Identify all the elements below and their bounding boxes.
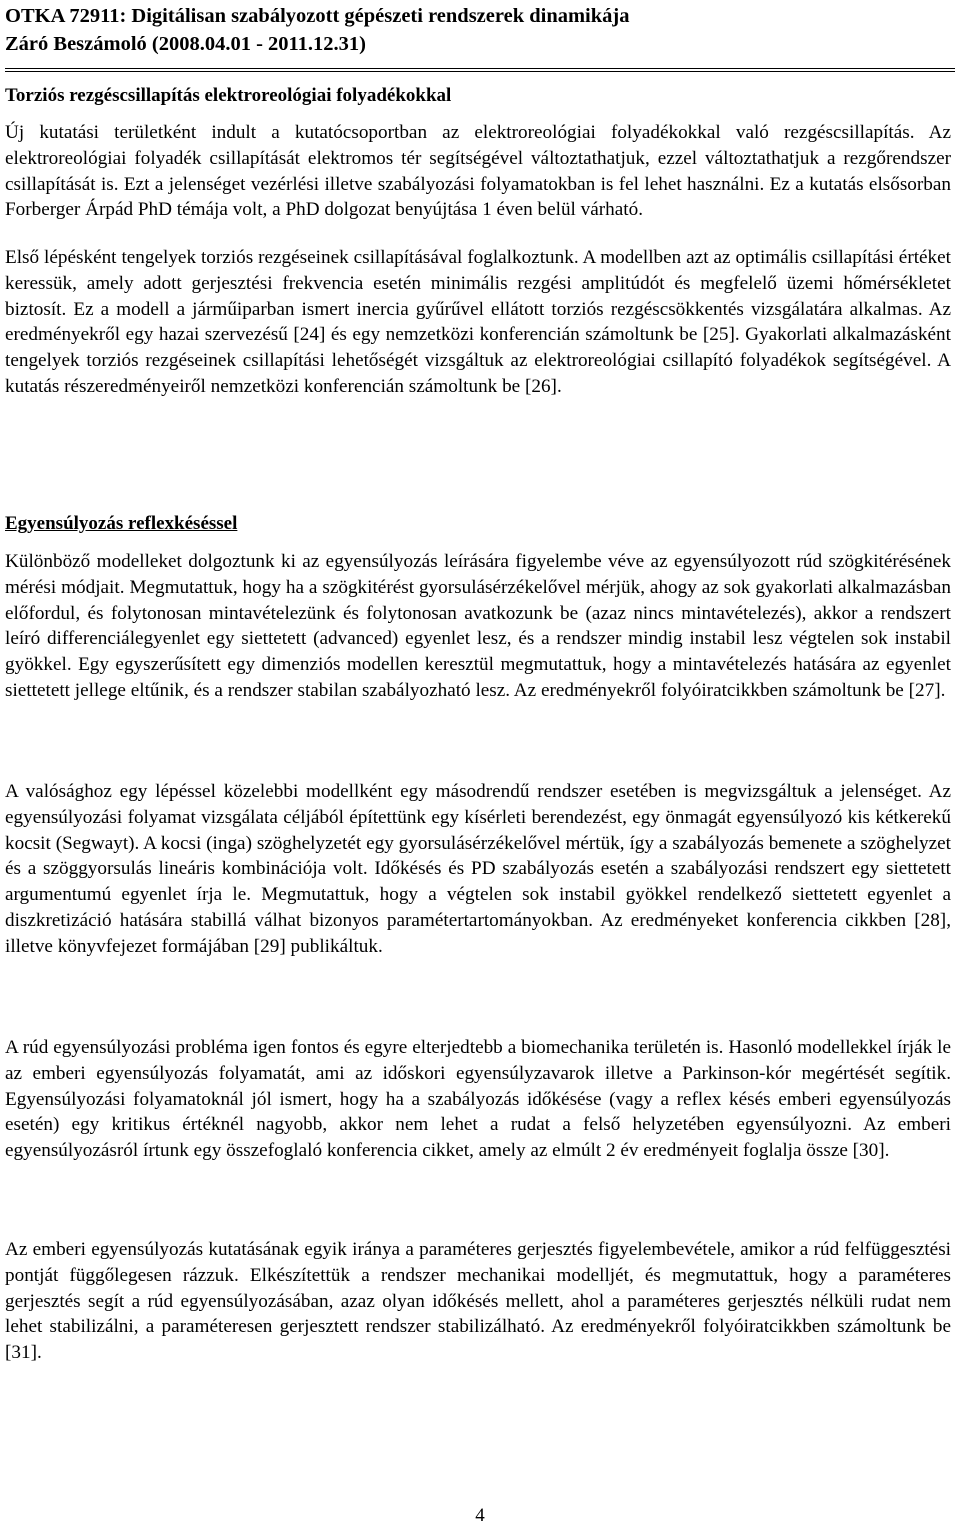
header-project-title: OTKA 72911: Digitálisan szabályozott gépészeti rendszerek dinamikája xyxy=(5,5,630,27)
page-header xyxy=(5,2,955,58)
paragraph: A rúd egyensúlyozási probléma igen fontos és egyre elterjedtebb a biomechanika területén is. Hasonló modellekkel írják le az emberi egyensúlyozás folyamatát, ami az időskori egyensúlyzavarok illetve a Parkinson-kór megértését segítik. Egyensúlyozási folyamatoknál jól ismert, hogy ha a szabályozás időkésése (vagy a reflex késés emberi egyensúlyozás esetén) egy kritikus értéknél nagyobb, akkor nem lehet a rudat a felső helyzetében egyensúlyozni. Az emberi egyensúlyozásról írtunk egy összefoglaló konferencia cikket, amely az elmúlt 2 év eredményeit foglalja össze [30]. xyxy=(5,1037,951,1162)
header-divider xyxy=(5,68,955,69)
paragraph: Az emberi egyensúlyozás kutatásának egyik iránya a paraméteres gerjesztés figyelembevétele, amikor a rúd felfüggesztési pontját függőlegesen rázzuk. Elkészítettük a rendszer mechanikai modelljét, és megmutattuk, hogy a paraméteres gerjesztés segít a rúd egyensúlyozásában, azaz olyan időkésés mellett, ahol a paraméteres gerjesztés nélküli rudat nem lehet stabilizálni, a paraméteresen gerjesztett rendszer stabilizálható. Az eredményekről folyóiratcikkben számoltunk be [31]. xyxy=(5,1239,951,1364)
header-report-period: Záró Beszámoló (2008.04.01 - 2011.12.31) xyxy=(5,33,366,55)
section-title-torsional-damping: Torziós rezgéscsillapítás elektroreológiai folyadékokkal xyxy=(5,85,452,106)
paragraph: A valósághoz egy lépéssel közelebbi modellként egy másodrendű rendszer esetében is megvizsgáltuk a jelenséget. Az egyensúlyozási folyamat vizsgálata céljából építettünk egy kísérleti berendezést, egy önmagát egyensúlyozó kis kétkerekű kocsit (Segwayt). A kocsi (inga) szöghelyzetét egy gyorsulásérzékelővel mértük, így a szabályozás bemenete a szöghelyzet és a szöggyorsulás lineáris kombinációja volt. Időkésés és PD szabályozás esetén a szabályozási rendszert egy siettetett argumentumú egyenlet írja le. Megmutattuk, hogy a végtelen sok instabil gyökkel rendelkező siettetett egyenlet a diszkretizáció hatására stabillá válhat bizonyos paramétertartományokban. Az eredményeket konferencia cikkben [28], illetve könyvfejezet formájában [29] publikáltuk. xyxy=(5,781,951,957)
page-number: 4 xyxy=(475,1505,485,1526)
paragraph: Különböző modelleket dolgoztunk ki az egyensúlyozás leírására figyelembe véve az egyensúlyozott rúd szögkitérésének mérési módjait. Megmutattuk, hogy ha a szögkitérést gyorsulásérzékelővel mérjük, ahogy az sok gyakorlati alkalmazásban előfordul, és folytonosan mintavételezünk és folytonosan avatkozunk be (azaz nincs mintavételezés), akkor a rendszert leíró differenciálegyenlet egy siettetett (advanced) egyenlet lesz, és a rendszer mindig instabil lesz végtelen sok instabil gyökkel. Egy egyszerűsített egy dimenziós modellen keresztül megmutattuk, hogy a mintavételezés hatására az egyenlet siettetett jellege eltűnik, és a rendszer stabilan szabályozható lesz. Az eredményekről folyóiratcikkben számoltunk be [27]. xyxy=(5,551,951,701)
paragraph: Első lépésként tengelyek torziós rezgéseinek csillapításával foglalkoztunk. A modellben azt az optimális csillapítási értéket keressük, amely adott gerjesztési frekvencia esetén minimális rezgési amplitúdót és megfelelő üzemi hőmérsékletet biztosít. Ez a modell a járműiparban ismert inercia gyűrűvel ellátott torziós rezgéscsökkentés vizsgálatára alkalmas. Az eredményekről egy hazai szervezésű [24] és egy nemzetközi konferencián számoltunk be [25]. Gyakorlati alkalmazásként tengelyek torziós rezgéseinek csillapítási lehetőségét vizsgáltuk az elektroreológiai csillapító folyadékok segítségével. A kutatás részeredményeiről nemzetközi konferencián számoltunk be [26]. xyxy=(5,247,951,397)
header-divider-second xyxy=(5,71,955,72)
paragraph: Új kutatási területként indult a kutatócsoportban az elektroreológiai folyadékokkal való rezgéscsillapítás. Az elektroreológiai folyadék csillapítását elektromos tér segítségével változtathatjuk, ezzel változtathatjuk a rezgőrendszer csillapítását is. Ezt a jelenséget vezérlési illetve szabályozási folyamatokban is fel lehet használni. Ez a kutatás elsősorban Forberger Árpád PhD témája volt, a PhD dolgozat benyújtása 1 éven belül várható. xyxy=(5,122,951,221)
section-title-balancing: Egyensúlyozás reflexkéséssel xyxy=(5,513,238,534)
